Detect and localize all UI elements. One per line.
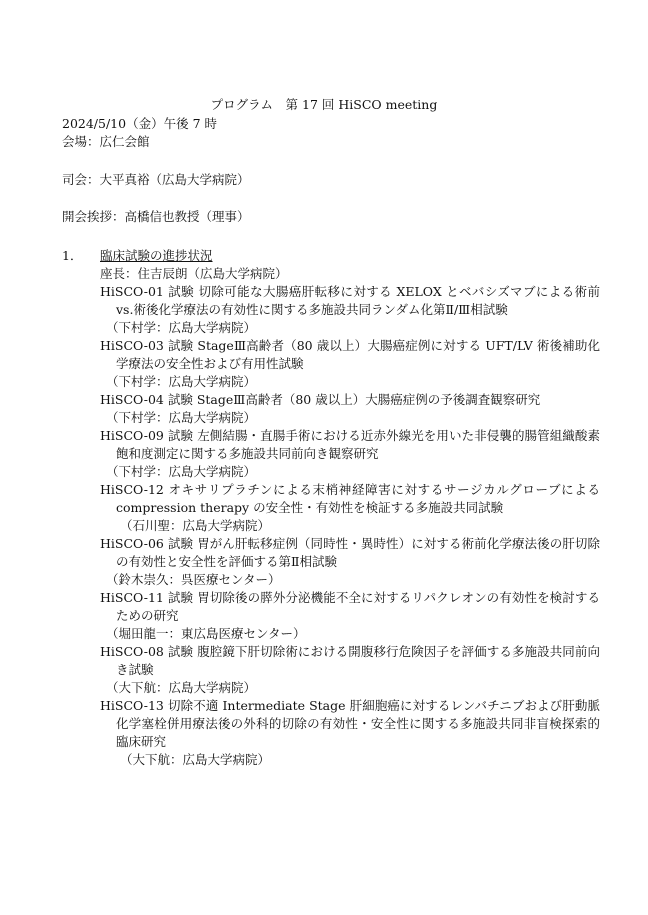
trial-title: StageⅢ高齢者（80 歳以上）大腸癌症例に対する UFT/LV 術後補助化学療法の安全性および有用性試験 bbox=[116, 338, 600, 371]
trial-description bbox=[100, 283, 600, 319]
trial-item bbox=[100, 427, 600, 481]
trial-description bbox=[100, 337, 600, 373]
trial-item bbox=[100, 391, 600, 427]
trial-presenter: （下村学：広島大学病院） bbox=[106, 410, 257, 425]
meeting-info bbox=[62, 115, 217, 151]
trial-id: HiSCO-09 試験 bbox=[100, 428, 194, 443]
trial-title: 胃がん肝転移症例（同時性・異時性）に対する術前化学療法後の肝切除の有効性と安全性を評価する第Ⅱ相試験 bbox=[116, 536, 600, 569]
trial-item bbox=[100, 535, 600, 589]
trial-presenter: （下村学：広島大学病院） bbox=[106, 464, 257, 479]
trial-list bbox=[100, 283, 600, 769]
trial-title: 胃切除後の膵外分泌機能不全に対するリパクレオンの有効性を検討するための研究 bbox=[116, 590, 600, 623]
trial-description bbox=[100, 391, 600, 409]
opening-remarks: 開会挨拶：高橋信也教授（理事） bbox=[62, 209, 250, 224]
chairperson: 座長：住吉辰朗（広島大学病院） bbox=[100, 266, 288, 281]
trial-item bbox=[100, 589, 600, 643]
trial-item bbox=[100, 337, 600, 391]
page-title: プログラム 第 17 回 HiSCO meeting bbox=[210, 97, 438, 112]
moderator: 司会：大平真裕（広島大学病院） bbox=[62, 172, 250, 187]
trial-item bbox=[100, 481, 600, 535]
trial-title: StageⅢ高齢者（80 歳以上）大腸癌症例の予後調査観察研究 bbox=[196, 392, 541, 407]
trial-presenter: （大下航：広島大学病院） bbox=[106, 680, 257, 695]
moderator-line bbox=[62, 171, 250, 189]
meeting-venue: 会場：広仁会館 bbox=[62, 134, 150, 149]
trial-presenter: （下村学：広島大学病院） bbox=[106, 320, 257, 335]
trial-title: 切除可能な大腸癌肝転移に対する XELOX とベバシズマブによる術前 vs.術後化学療法の有効性に関する多施設共同ランダム化第Ⅱ/Ⅲ相試験 bbox=[116, 284, 600, 317]
trial-id: HiSCO-06 試験 bbox=[100, 536, 194, 551]
trial-id: HiSCO-08 試験 bbox=[100, 644, 194, 659]
trial-presenter: （大下航：広島大学病院） bbox=[120, 752, 271, 767]
trial-description bbox=[100, 481, 600, 517]
trial-item bbox=[100, 697, 600, 769]
trial-id: HiSCO-04 試験 bbox=[100, 392, 193, 407]
trial-title: 切除不適 Intermediate Stage 肝細胞癌に対するレンバチニブおよび肝動脈化学塞栓併用療法後の外科的切除の有効性・安全性に関する多施設共同非盲検探索的臨床研究 bbox=[116, 698, 600, 749]
meeting-date: 2024/5/10（金）午後 7 時 bbox=[62, 116, 217, 131]
trial-description bbox=[100, 535, 600, 571]
opening-line bbox=[62, 208, 250, 226]
section-body bbox=[100, 247, 600, 769]
trial-id: HiSCO-13 bbox=[100, 698, 164, 713]
trial-id: HiSCO-12 bbox=[100, 482, 164, 497]
trial-description bbox=[100, 427, 600, 463]
trial-id: HiSCO-01 試験 bbox=[100, 284, 195, 299]
trial-id: HiSCO-03 試験 bbox=[100, 338, 194, 353]
section-number: 1． bbox=[62, 248, 83, 263]
trial-title: 腹腔鏡下肝切除術における開腹移行危険因子を評価する多施設共同前向き試験 bbox=[116, 644, 600, 677]
section-title: 臨床試験の進捗状況 bbox=[100, 248, 213, 263]
trial-id: HiSCO-11 試験 bbox=[100, 590, 194, 605]
trial-presenter: （鈴木崇久：呉医療センター） bbox=[106, 572, 281, 587]
trial-title: オキサリプラチンによる末梢神経障害に対するサージカルグローブによる compression therapy の安全性・有効性を検証する多施設共同試験 bbox=[116, 482, 600, 515]
trial-title: 左側結腸・直腸手術における近赤外線光を用いた非侵襲的腸管組織酸素飽和度測定に関する多施設共同前向き観察研究 bbox=[116, 428, 600, 461]
trial-item bbox=[100, 643, 600, 697]
trial-presenter: （下村学：広島大学病院） bbox=[106, 374, 257, 389]
trial-presenter: （堀田龍一：東広島医療センター） bbox=[106, 626, 306, 641]
trial-description bbox=[100, 697, 600, 751]
trial-presenter: （石川聖：広島大学病院） bbox=[120, 518, 271, 533]
trial-item bbox=[100, 283, 600, 337]
trial-description bbox=[100, 643, 600, 679]
trial-description bbox=[100, 589, 600, 625]
